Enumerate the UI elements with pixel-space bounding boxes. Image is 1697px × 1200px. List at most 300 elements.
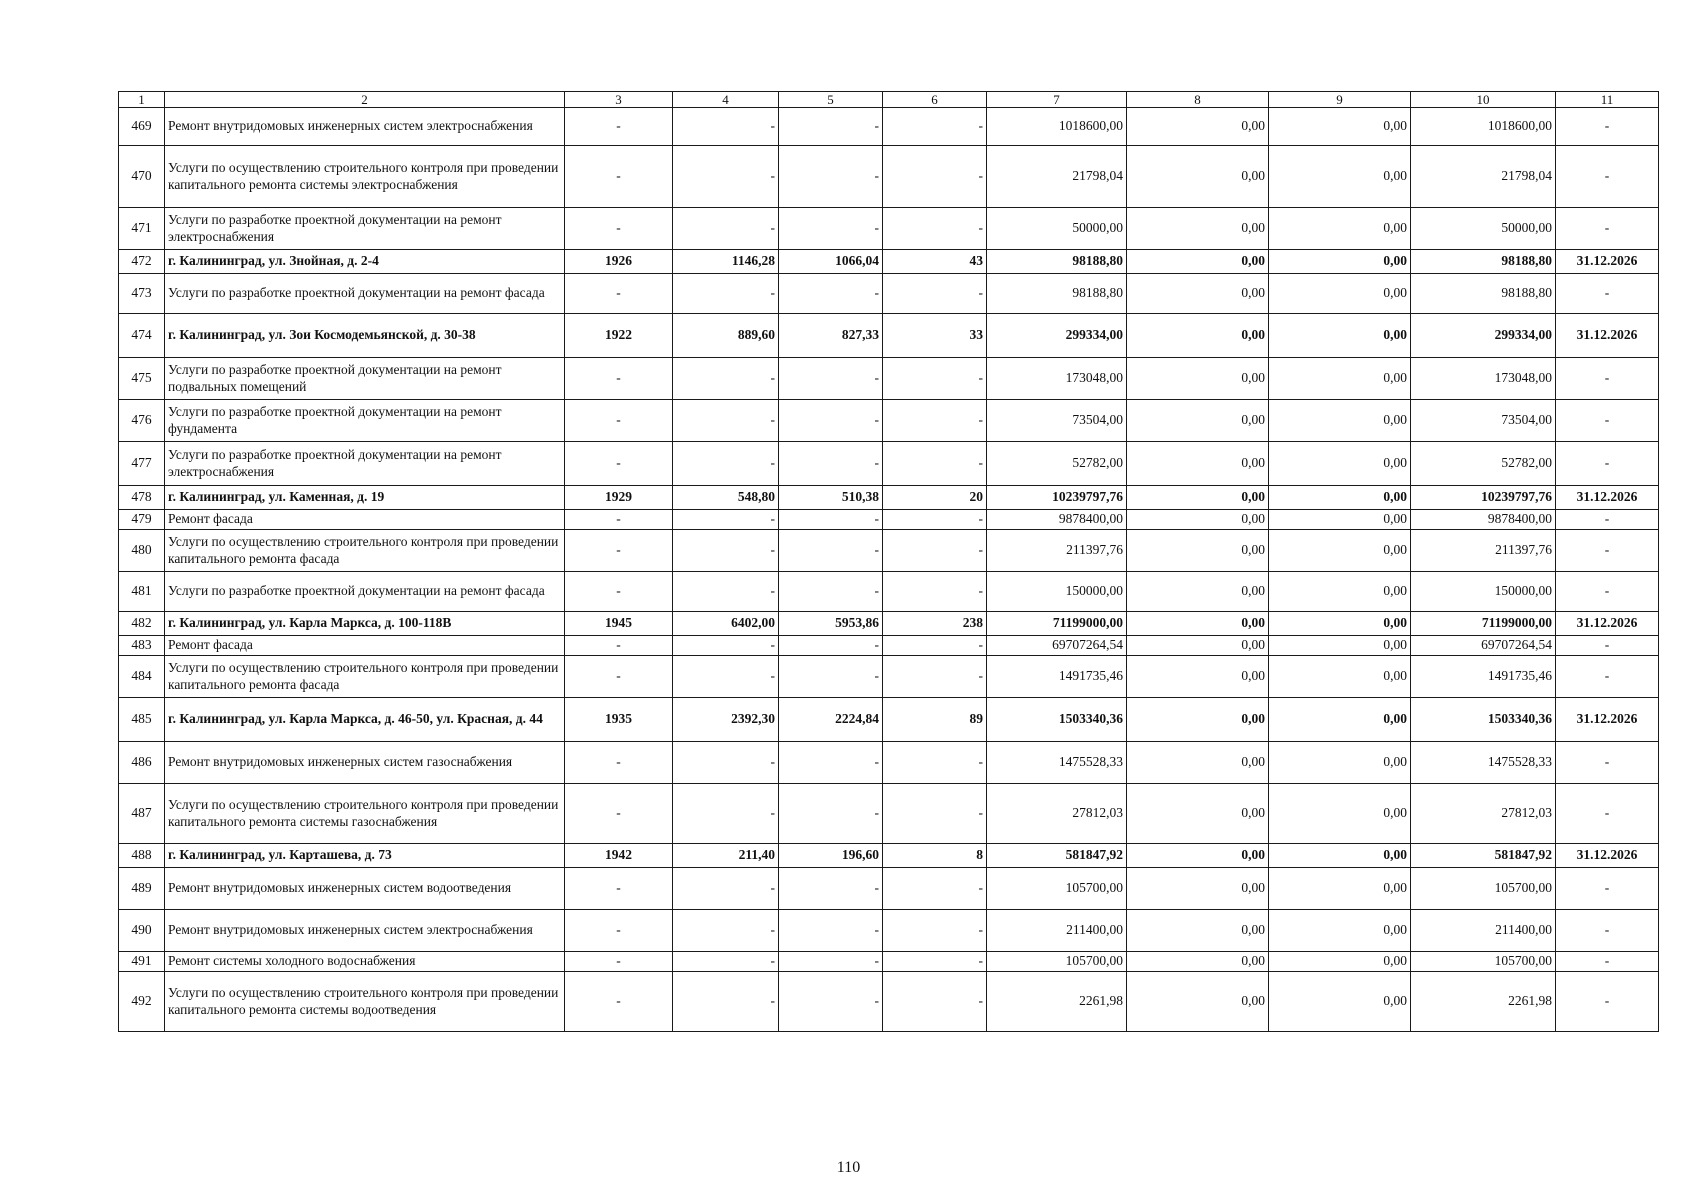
col4-cell: -	[673, 510, 779, 530]
col6-cell: 8	[883, 844, 987, 868]
col10-cell: 1491735,46	[1411, 656, 1556, 698]
col8-cell: 0,00	[1127, 250, 1269, 274]
work-item-row	[119, 952, 1659, 972]
item-name-cell: Услуги по осуществлению строительного контроля при проведении капитального ремонта системы электроснабжения	[165, 146, 565, 208]
col9-cell: 0,00	[1269, 572, 1411, 612]
col5-cell: -	[779, 868, 883, 910]
col4-cell: 2392,30	[673, 698, 779, 742]
col9-cell: 0,00	[1269, 510, 1411, 530]
col3-cell: -	[565, 530, 673, 572]
col5-cell: -	[779, 656, 883, 698]
col5-cell: -	[779, 146, 883, 208]
row-number-cell: 483	[119, 636, 165, 656]
col8-cell: 0,00	[1127, 698, 1269, 742]
col10-cell: 52782,00	[1411, 442, 1556, 486]
col8-cell: 0,00	[1127, 314, 1269, 358]
col3-cell: -	[565, 784, 673, 844]
col8-cell: 0,00	[1127, 572, 1269, 612]
col8-cell: 0,00	[1127, 844, 1269, 868]
item-name-cell: Услуги по осуществлению строительного контроля при проведении капитального ремонта системы водоотведения	[165, 972, 565, 1032]
col7-cell: 1503340,36	[987, 698, 1127, 742]
col10-cell: 105700,00	[1411, 952, 1556, 972]
col11-cell: -	[1556, 636, 1659, 656]
work-item-row	[119, 400, 1659, 442]
col4-cell: -	[673, 530, 779, 572]
col5-cell: -	[779, 274, 883, 314]
work-item-row	[119, 742, 1659, 784]
col10-cell: 105700,00	[1411, 868, 1556, 910]
address-row	[119, 486, 1659, 510]
item-name-cell: Услуги по разработке проектной документации на ремонт фундамента	[165, 400, 565, 442]
col10-cell: 69707264,54	[1411, 636, 1556, 656]
column-number-row	[119, 92, 1659, 108]
column-header: 6	[883, 92, 987, 108]
col7-cell: 581847,92	[987, 844, 1127, 868]
col5-cell: 827,33	[779, 314, 883, 358]
col4-cell: -	[673, 208, 779, 250]
item-name-cell: Ремонт фасада	[165, 510, 565, 530]
col8-cell: 0,00	[1127, 636, 1269, 656]
col10-cell: 211397,76	[1411, 530, 1556, 572]
col3-cell: -	[565, 868, 673, 910]
row-number-cell: 469	[119, 108, 165, 146]
col8-cell: 0,00	[1127, 530, 1269, 572]
col5-cell: -	[779, 572, 883, 612]
col9-cell: 0,00	[1269, 400, 1411, 442]
col7-cell: 1491735,46	[987, 656, 1127, 698]
col11-cell: -	[1556, 972, 1659, 1032]
col4-cell: -	[673, 274, 779, 314]
item-name-cell: г. Калининград, ул. Зои Космодемьянской, д. 30-38	[165, 314, 565, 358]
col9-cell: 0,00	[1269, 868, 1411, 910]
work-item-row	[119, 910, 1659, 952]
col6-cell: -	[883, 146, 987, 208]
col6-cell: 43	[883, 250, 987, 274]
row-number-cell: 472	[119, 250, 165, 274]
col11-cell: -	[1556, 510, 1659, 530]
col8-cell: 0,00	[1127, 208, 1269, 250]
work-item-row	[119, 358, 1659, 400]
col11-cell: -	[1556, 108, 1659, 146]
col11-cell: 31.12.2026	[1556, 314, 1659, 358]
col11-cell: -	[1556, 530, 1659, 572]
col8-cell: 0,00	[1127, 952, 1269, 972]
col8-cell: 0,00	[1127, 742, 1269, 784]
col4-cell: -	[673, 442, 779, 486]
col3-cell: -	[565, 208, 673, 250]
col7-cell: 211397,76	[987, 530, 1127, 572]
col7-cell: 173048,00	[987, 358, 1127, 400]
row-number-cell: 474	[119, 314, 165, 358]
work-item-row	[119, 208, 1659, 250]
col9-cell: 0,00	[1269, 910, 1411, 952]
col6-cell: -	[883, 656, 987, 698]
row-number-cell: 473	[119, 274, 165, 314]
row-number-cell: 485	[119, 698, 165, 742]
row-number-cell: 477	[119, 442, 165, 486]
work-item-row	[119, 108, 1659, 146]
col3-cell: -	[565, 952, 673, 972]
column-header: 11	[1556, 92, 1659, 108]
col7-cell: 1475528,33	[987, 742, 1127, 784]
col4-cell: -	[673, 910, 779, 952]
item-name-cell: Ремонт внутридомовых инженерных систем газоснабжения	[165, 742, 565, 784]
col8-cell: 0,00	[1127, 910, 1269, 952]
col6-cell: -	[883, 972, 987, 1032]
col3-cell: -	[565, 572, 673, 612]
work-item-row	[119, 868, 1659, 910]
column-header: 3	[565, 92, 673, 108]
item-name-cell: Ремонт внутридомовых инженерных систем электроснабжения	[165, 108, 565, 146]
col10-cell: 73504,00	[1411, 400, 1556, 442]
item-name-cell: г. Калининград, ул. Карла Маркса, д. 46-50, ул. Красная, д. 44	[165, 698, 565, 742]
col10-cell: 50000,00	[1411, 208, 1556, 250]
col8-cell: 0,00	[1127, 358, 1269, 400]
item-name-cell: Услуги по осуществлению строительного контроля при проведении капитального ремонта фасада	[165, 656, 565, 698]
col3-cell: -	[565, 274, 673, 314]
column-header: 2	[165, 92, 565, 108]
col5-cell: -	[779, 952, 883, 972]
row-number-cell: 482	[119, 612, 165, 636]
col8-cell: 0,00	[1127, 868, 1269, 910]
col8-cell: 0,00	[1127, 486, 1269, 510]
column-header: 10	[1411, 92, 1556, 108]
col9-cell: 0,00	[1269, 274, 1411, 314]
col8-cell: 0,00	[1127, 146, 1269, 208]
col4-cell: -	[673, 742, 779, 784]
col7-cell: 73504,00	[987, 400, 1127, 442]
col3-cell: -	[565, 742, 673, 784]
address-row	[119, 612, 1659, 636]
col7-cell: 9878400,00	[987, 510, 1127, 530]
col9-cell: 0,00	[1269, 612, 1411, 636]
col5-cell: -	[779, 442, 883, 486]
row-number-cell: 480	[119, 530, 165, 572]
col10-cell: 98188,80	[1411, 274, 1556, 314]
col4-cell: -	[673, 972, 779, 1032]
col5-cell: -	[779, 784, 883, 844]
col10-cell: 21798,04	[1411, 146, 1556, 208]
col6-cell: 33	[883, 314, 987, 358]
col10-cell: 2261,98	[1411, 972, 1556, 1032]
col4-cell: 6402,00	[673, 612, 779, 636]
col10-cell: 211400,00	[1411, 910, 1556, 952]
col6-cell: -	[883, 358, 987, 400]
col3-cell: -	[565, 108, 673, 146]
col3-cell: 1929	[565, 486, 673, 510]
col4-cell: -	[673, 952, 779, 972]
col4-cell: 548,80	[673, 486, 779, 510]
col6-cell: 20	[883, 486, 987, 510]
col10-cell: 1475528,33	[1411, 742, 1556, 784]
col11-cell: -	[1556, 400, 1659, 442]
col3-cell: 1926	[565, 250, 673, 274]
col3-cell: 1942	[565, 844, 673, 868]
col7-cell: 71199000,00	[987, 612, 1127, 636]
col3-cell: 1922	[565, 314, 673, 358]
item-name-cell: г. Калининград, ул. Знойная, д. 2-4	[165, 250, 565, 274]
row-number-cell: 490	[119, 910, 165, 952]
col9-cell: 0,00	[1269, 952, 1411, 972]
row-number-cell: 478	[119, 486, 165, 510]
row-number-cell: 489	[119, 868, 165, 910]
col9-cell: 0,00	[1269, 844, 1411, 868]
col7-cell: 98188,80	[987, 274, 1127, 314]
col7-cell: 150000,00	[987, 572, 1127, 612]
col7-cell: 2261,98	[987, 972, 1127, 1032]
col6-cell: -	[883, 868, 987, 910]
row-number-cell: 488	[119, 844, 165, 868]
col9-cell: 0,00	[1269, 108, 1411, 146]
work-item-row	[119, 442, 1659, 486]
col4-cell: -	[673, 400, 779, 442]
col8-cell: 0,00	[1127, 442, 1269, 486]
col8-cell: 0,00	[1127, 612, 1269, 636]
col9-cell: 0,00	[1269, 784, 1411, 844]
col9-cell: 0,00	[1269, 358, 1411, 400]
col11-cell: -	[1556, 572, 1659, 612]
column-header: 7	[987, 92, 1127, 108]
column-header: 4	[673, 92, 779, 108]
address-row	[119, 698, 1659, 742]
column-header: 5	[779, 92, 883, 108]
column-header: 1	[119, 92, 165, 108]
work-item-row	[119, 146, 1659, 208]
col11-cell: 31.12.2026	[1556, 250, 1659, 274]
col7-cell: 98188,80	[987, 250, 1127, 274]
work-item-row	[119, 274, 1659, 314]
item-name-cell: Ремонт фасада	[165, 636, 565, 656]
col9-cell: 0,00	[1269, 442, 1411, 486]
col9-cell: 0,00	[1269, 636, 1411, 656]
col3-cell: -	[565, 636, 673, 656]
row-number-cell: 476	[119, 400, 165, 442]
col10-cell: 1018600,00	[1411, 108, 1556, 146]
col10-cell: 1503340,36	[1411, 698, 1556, 742]
row-number-cell: 491	[119, 952, 165, 972]
col6-cell: -	[883, 208, 987, 250]
page-number: 110	[836, 1159, 861, 1176]
item-name-cell: Услуги по разработке проектной документации на ремонт электроснабжения	[165, 442, 565, 486]
col9-cell: 0,00	[1269, 314, 1411, 358]
col5-cell: 2224,84	[779, 698, 883, 742]
row-number-cell: 487	[119, 784, 165, 844]
col11-cell: -	[1556, 656, 1659, 698]
col3-cell: 1935	[565, 698, 673, 742]
col6-cell: -	[883, 742, 987, 784]
col8-cell: 0,00	[1127, 400, 1269, 442]
col9-cell: 0,00	[1269, 530, 1411, 572]
item-name-cell: г. Калининград, ул. Карташева, д. 73	[165, 844, 565, 868]
column-header: 9	[1269, 92, 1411, 108]
col3-cell: 1945	[565, 612, 673, 636]
col4-cell: 211,40	[673, 844, 779, 868]
work-item-row	[119, 972, 1659, 1032]
col7-cell: 10239797,76	[987, 486, 1127, 510]
col6-cell: -	[883, 274, 987, 314]
col5-cell: 5953,86	[779, 612, 883, 636]
col9-cell: 0,00	[1269, 742, 1411, 784]
col11-cell: -	[1556, 742, 1659, 784]
col11-cell: -	[1556, 208, 1659, 250]
col4-cell: -	[673, 636, 779, 656]
col6-cell: -	[883, 442, 987, 486]
col6-cell: -	[883, 572, 987, 612]
col9-cell: 0,00	[1269, 698, 1411, 742]
row-number-cell: 486	[119, 742, 165, 784]
col10-cell: 150000,00	[1411, 572, 1556, 612]
col9-cell: 0,00	[1269, 486, 1411, 510]
col5-cell: -	[779, 208, 883, 250]
item-name-cell: Услуги по разработке проектной документации на ремонт фасада	[165, 274, 565, 314]
col8-cell: 0,00	[1127, 656, 1269, 698]
col4-cell: -	[673, 784, 779, 844]
col8-cell: 0,00	[1127, 274, 1269, 314]
work-item-row	[119, 530, 1659, 572]
col5-cell: -	[779, 910, 883, 952]
work-item-row	[119, 656, 1659, 698]
work-item-row	[119, 510, 1659, 530]
col6-cell: -	[883, 910, 987, 952]
col11-cell: -	[1556, 868, 1659, 910]
col11-cell: -	[1556, 274, 1659, 314]
col6-cell: -	[883, 108, 987, 146]
col10-cell: 173048,00	[1411, 358, 1556, 400]
col8-cell: 0,00	[1127, 510, 1269, 530]
item-name-cell: Услуги по разработке проектной документации на ремонт фасада	[165, 572, 565, 612]
col10-cell: 9878400,00	[1411, 510, 1556, 530]
item-name-cell: г. Калининград, ул. Карла Маркса, д. 100-118В	[165, 612, 565, 636]
col5-cell: -	[779, 530, 883, 572]
col4-cell: -	[673, 358, 779, 400]
col10-cell: 27812,03	[1411, 784, 1556, 844]
col11-cell: 31.12.2026	[1556, 844, 1659, 868]
col9-cell: 0,00	[1269, 656, 1411, 698]
work-item-row	[119, 572, 1659, 612]
col11-cell: -	[1556, 442, 1659, 486]
item-name-cell: Услуги по осуществлению строительного контроля при проведении капитального ремонта фасада	[165, 530, 565, 572]
col3-cell: -	[565, 510, 673, 530]
col11-cell: -	[1556, 952, 1659, 972]
col7-cell: 105700,00	[987, 952, 1127, 972]
col6-cell: 89	[883, 698, 987, 742]
col6-cell: -	[883, 530, 987, 572]
col5-cell: 510,38	[779, 486, 883, 510]
col11-cell: -	[1556, 784, 1659, 844]
col11-cell: -	[1556, 146, 1659, 208]
col7-cell: 105700,00	[987, 868, 1127, 910]
row-number-cell: 471	[119, 208, 165, 250]
col7-cell: 69707264,54	[987, 636, 1127, 656]
col6-cell: -	[883, 510, 987, 530]
item-name-cell: Ремонт внутридомовых инженерных систем водоотведения	[165, 868, 565, 910]
col3-cell: -	[565, 972, 673, 1032]
col10-cell: 98188,80	[1411, 250, 1556, 274]
col10-cell: 10239797,76	[1411, 486, 1556, 510]
col4-cell: 889,60	[673, 314, 779, 358]
col5-cell: -	[779, 636, 883, 656]
col11-cell: -	[1556, 910, 1659, 952]
col7-cell: 50000,00	[987, 208, 1127, 250]
address-row	[119, 250, 1659, 274]
address-row	[119, 844, 1659, 868]
col5-cell: -	[779, 510, 883, 530]
row-number-cell: 481	[119, 572, 165, 612]
col3-cell: -	[565, 400, 673, 442]
col5-cell: -	[779, 108, 883, 146]
col10-cell: 71199000,00	[1411, 612, 1556, 636]
row-number-cell: 470	[119, 146, 165, 208]
col9-cell: 0,00	[1269, 972, 1411, 1032]
col7-cell: 211400,00	[987, 910, 1127, 952]
col4-cell: -	[673, 146, 779, 208]
col6-cell: -	[883, 952, 987, 972]
col5-cell: 1066,04	[779, 250, 883, 274]
col11-cell: 31.12.2026	[1556, 698, 1659, 742]
col4-cell: -	[673, 108, 779, 146]
col8-cell: 0,00	[1127, 784, 1269, 844]
col5-cell: -	[779, 972, 883, 1032]
col5-cell: 196,60	[779, 844, 883, 868]
col6-cell: 238	[883, 612, 987, 636]
col11-cell: 31.12.2026	[1556, 612, 1659, 636]
item-name-cell: Услуги по осуществлению строительного контроля при проведении капитального ремонта системы газоснабжения	[165, 784, 565, 844]
row-number-cell: 484	[119, 656, 165, 698]
col5-cell: -	[779, 400, 883, 442]
col8-cell: 0,00	[1127, 108, 1269, 146]
col3-cell: -	[565, 442, 673, 486]
col7-cell: 299334,00	[987, 314, 1127, 358]
address-row	[119, 314, 1659, 358]
col7-cell: 27812,03	[987, 784, 1127, 844]
col10-cell: 581847,92	[1411, 844, 1556, 868]
col7-cell: 1018600,00	[987, 108, 1127, 146]
col6-cell: -	[883, 784, 987, 844]
col4-cell: -	[673, 868, 779, 910]
row-number-cell: 479	[119, 510, 165, 530]
col3-cell: -	[565, 358, 673, 400]
col4-cell: -	[673, 656, 779, 698]
item-name-cell: Услуги по разработке проектной документации на ремонт электроснабжения	[165, 208, 565, 250]
col11-cell: -	[1556, 358, 1659, 400]
col3-cell: -	[565, 656, 673, 698]
col7-cell: 21798,04	[987, 146, 1127, 208]
repair-schedule-table	[118, 91, 1659, 1032]
col11-cell: 31.12.2026	[1556, 486, 1659, 510]
row-number-cell: 492	[119, 972, 165, 1032]
col5-cell: -	[779, 358, 883, 400]
col4-cell: -	[673, 572, 779, 612]
col3-cell: -	[565, 910, 673, 952]
item-name-cell: Ремонт внутридомовых инженерных систем электроснабжения	[165, 910, 565, 952]
col9-cell: 0,00	[1269, 146, 1411, 208]
col7-cell: 52782,00	[987, 442, 1127, 486]
work-item-row	[119, 636, 1659, 656]
col6-cell: -	[883, 636, 987, 656]
col3-cell: -	[565, 146, 673, 208]
col9-cell: 0,00	[1269, 250, 1411, 274]
item-name-cell: Услуги по разработке проектной документации на ремонт подвальных помещений	[165, 358, 565, 400]
col9-cell: 0,00	[1269, 208, 1411, 250]
column-header: 8	[1127, 92, 1269, 108]
work-item-row	[119, 784, 1659, 844]
item-name-cell: Ремонт системы холодного водоснабжения	[165, 952, 565, 972]
item-name-cell: г. Калининград, ул. Каменная, д. 19	[165, 486, 565, 510]
row-number-cell: 475	[119, 358, 165, 400]
col6-cell: -	[883, 400, 987, 442]
col5-cell: -	[779, 742, 883, 784]
col8-cell: 0,00	[1127, 972, 1269, 1032]
